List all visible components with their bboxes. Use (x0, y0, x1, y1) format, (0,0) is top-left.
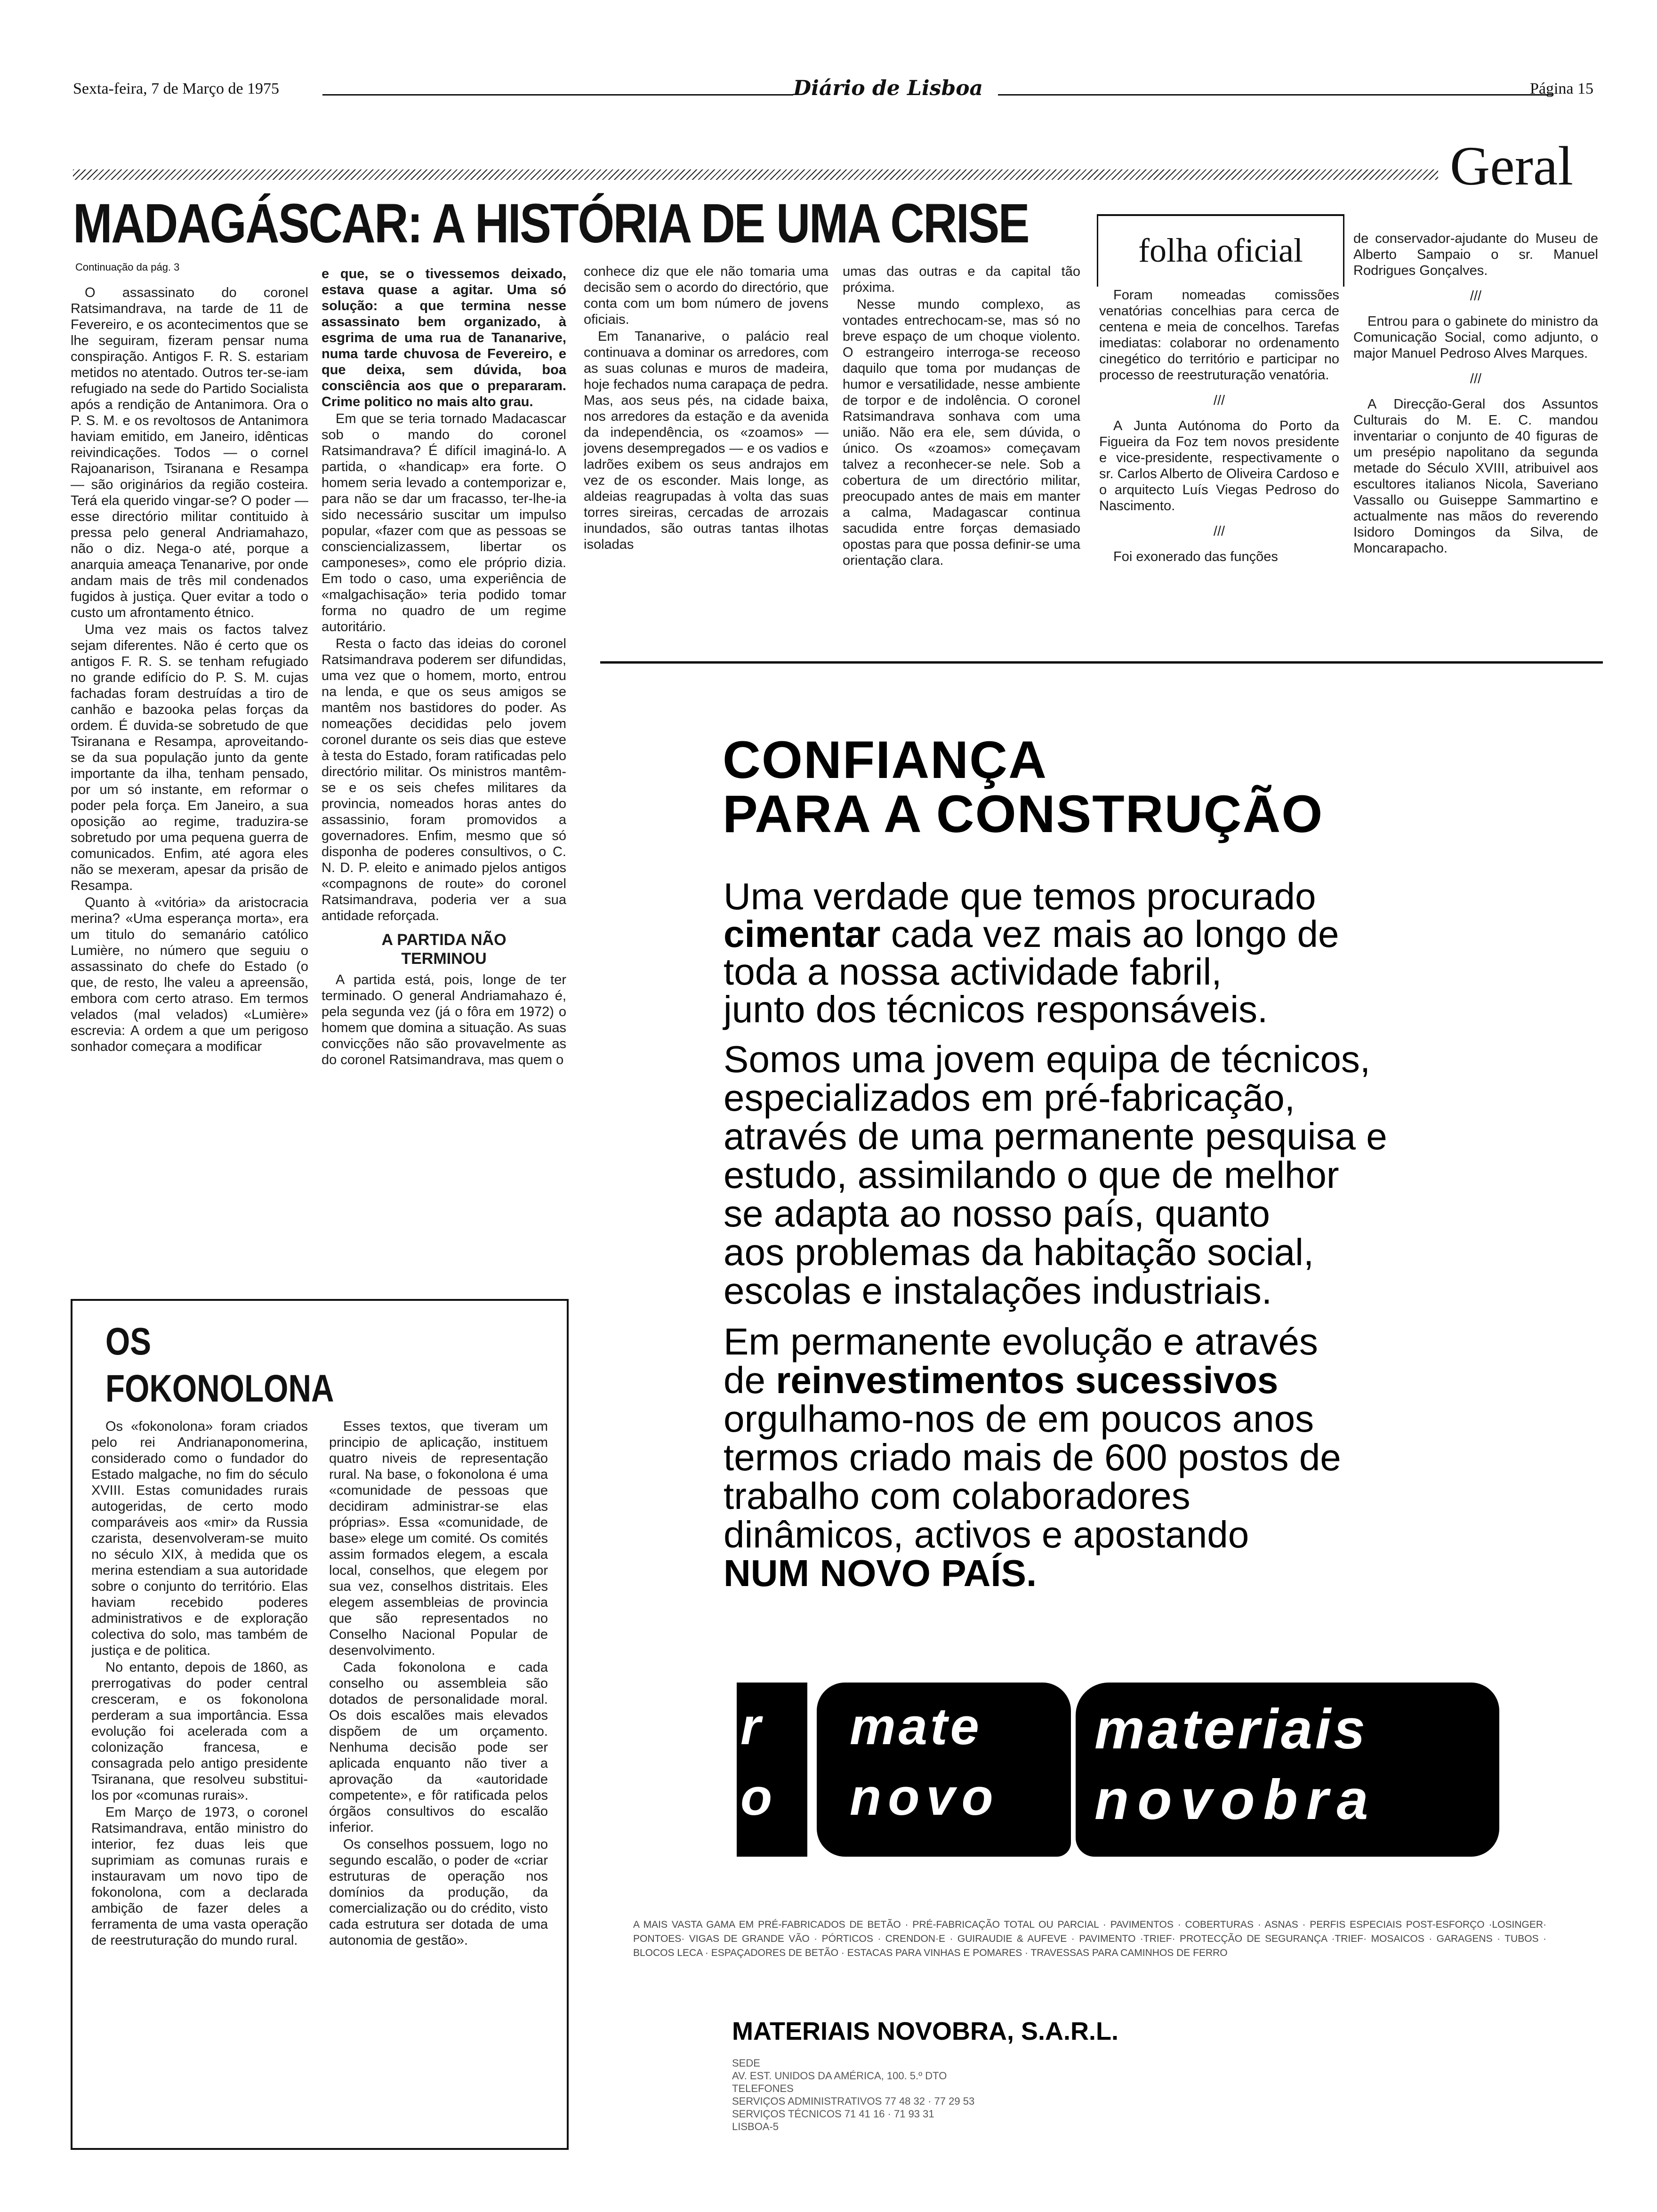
ad-paragraph-2: Somos uma jovem equipa de técnicos, especializados em pré-fabricação, através de uma permanente pesquisa e estudo, assimilando o que de melhor se adapta ao nosso país, quanto aos problemas da habitação social, escolas e instalações industriais. (724, 1038, 1387, 1312)
paragraph: Em que se teria tornado Madacascar sob o mando do coronel Ratsimandrava? É difícil imaginá-lo. A partida, o «handicap» era forte. O homem seria levado a contemporizar e, para não se dar um fracasso, ter-lhe-ia sido necessário suscitar um impulso popular, «fazer com que as pessoas se consciencializassem, libertar os camponeses», como ele próprio dizia. Em todo o caso, uma experiência de «malgachisação» teria podido tomar forma no quadro de um regime autoritário. (322, 411, 566, 634)
paragraph: O assassinato do coronel Ratsimandrava, na tarde de 11 de Fevereiro, e os acontecimentos que se lhe seguiram, fizeram pensar numa conspiração. Antigos F. R. S. estariam metidos no atentado. Outros ter-se-iam refugiado na sede do Partido Socialista após a rendição de Antanimora. Ora o P. S. M. e os revoltosos de Antanimora haviam emitido, em Janeiro, idênticas reivindicações. Todos — o cornel Rajoanarison, Tsiranana e Resampa — são originários da região costeira. Terá ela querido vingar-se? O poder — esse directório militar contituido à pressa pelo general Andriamahazo, não o diz. Nega-o até, porque a anarquia ameaça Tenanarive, por onde andam mais de três mil condenados fugidos à justiça. Quer evitar a todo o custo um afrontamento étnico. (71, 285, 308, 620)
ad-paragraph-3: Em permanente evolução e através de reinvestimentos sucessivos orgulhamo-nos de em poucos anos termos criado mais de 600 postos de trabalho com colaboradores dinâmicos, activos e apostando NUM NOVO PAÍS. (724, 1321, 1341, 1594)
box-column-1 (91, 1419, 308, 2139)
header-date: Sexta-feira, 7 de Março de 1975 (73, 80, 280, 97)
newspaper-name: Diário de Lisboa (793, 76, 983, 100)
paragraph: Em Março de 1973, o coronel Ratsimandrava, então ministro do interior, fez duas leis que suprimiam as comunas rurais e instauravam um novo tipo de fokonolona, com a declarada ambição de fazer deles a ferramenta de uma vasta operação de reestruturação do mundo rural. (91, 1805, 308, 1948)
paragraph: Esses textos, que tiveram um principio de aplicação, instituem quatro niveis de representação rural. Na base, o fokonolona é uma «comunidade de pessoas que decidiram administrar-se elas próprias». Essa «comunidade, de base» elege um comité. Os comités assim formados elegem, a escala local, conselhos, que elegem por sua vez, conselhos distritais. Eles elegem assembleias de provincia que são representados no Conselho Nacional Popular de desenvolvimento. (329, 1419, 548, 1658)
paragraph: e que, se o tivessemos deixado, estava quase a agitar. Uma só solução: a que termina nesse assassinato bem organizado, à esgrima de uma rua de Tananarive, numa tarde chuvosa de Fevereiro, e que deixa, sem dúvida, boa consciência aos que o prepararam. Crime politico no mais alto grau. (322, 266, 566, 409)
paragraph: Cada fokonolona e cada conselho ou assembleia são dotados de personalidade moral. Os dois escalões mais elevados dispõem de um orçamento. Nenhuma decisão pode ser aplicada enquanto não tiver a aprovação da «autoridade competente», e fôr ratificada pelos órgãos consultivos do escalão inferior. (329, 1660, 548, 1835)
ad-headline-1: CONFIANÇA (723, 730, 1047, 789)
paragraph: Uma vez mais os factos talvez sejam diferentes. Não é certo que os antigos F. R. S. se tenham refugiado no grande edifício do P. S. M. cujas fachadas foram destruídas a tiro de canhão e bazooka pelas forças da ordem. É duvida-se sobretudo de que Tsiranana e Resampa, aproveitando-se da sua população junto da gente importante da ilha, tenham pensado, por um só instante, em reformar o poder pela força. Em Janeiro, a sua oposição ao regime, traduzira-se sobretudo por uma pequena guerra de comunicados. Enfim, até agora eles não se mexeram, apesar da prisão de Resampa. (71, 622, 308, 893)
logo-plate-partial: mate novo (817, 1683, 1071, 1857)
product-list: A MAIS VASTA GAMA EM PRÉ-FABRICADOS DE BETÃO · PRÉ-FABRICAÇÃO TOTAL OU PARCIAL · PAVIMENTOS · COBERTURAS · ASNAS · PERFIS ESPECIAIS POST-ESFORÇO ·LOSINGER· PONTOES· VIGAS DE GRANDE VÃO · PÓRTICOS · CRENDON·E · GUIRAUDIE & AUFEVE · PAVIMENTO ·TRIEF· PROTECÇÃO DE SEGURANÇA ·TRIEF· MOSAICOS · GARAGENS · TUBOS · BLOCOS LECA · ESPAÇADORES DE BETÃO · ESTACAS PARA VINHAS E POMARES · TRAVESSAS PARA CAMINHOS DE FERRO (633, 1919, 1546, 1958)
page-header (73, 75, 1598, 104)
paragraph: de conservador-ajudante do Museu de Alberto Sampaio o sr. Manuel Rodrigues Gonçalves. (1353, 231, 1598, 278)
paragraph: umas das outras e da capital tão próxima. (843, 264, 1080, 295)
fokonolona-box (71, 1299, 569, 2150)
box-title-line-2: FOKONOLONA (105, 1367, 334, 1410)
paragraph: No entanto, depois de 1860, as prerrogativas do poder central cresceram, e os fokonolona perderam a sua importância. Essa evolução foi acelerada com a colonização francesa, e consagrada pelo antigo presidente Tsiranana, que resolveu substitui-los por «comunas rurais». (91, 1660, 308, 1803)
article-column-3 (584, 264, 828, 640)
box-title-line-1: OS (105, 1320, 152, 1363)
folha-column-1 (1099, 287, 1339, 635)
page-number: Página 15 (1529, 80, 1593, 97)
paragraph: Quanto à «vitória» da aristocracia merina? «Uma esperança morta», era um titulo do semanário católico Lumière, no número que seguiu o assassinato do chefe do Estado (o que, de resto, lhe valeu a apreensão, embora com certo atraso. Em termos velados (mal velados) «Lumière» escrevia: A ordem a que um perigoso sonhador começara a modificar (71, 895, 308, 1054)
divider: /// (1213, 524, 1225, 539)
logo-plate-edge: r o (737, 1683, 807, 1857)
subheading: A PARTIDA NÃO TERMINOU (381, 931, 507, 968)
folha-oficial-box (1097, 214, 1344, 287)
folha-title: folha oficial (1138, 232, 1303, 269)
paragraph: Em Tananarive, o palácio real continuava a dominar os arredores, com as suas colunas e muros de madeira, hoje fechados numa carapaça de pedra. Mas, aos seus pés, na cidade baixa, nos arredores da estação e da avenida da independência, os «zoamos» — jovens desempregados — e os vadios e ladrões exibem os seus andrajos em vez de os esconder. Mais longe, as aldeias reagrupadas à volta das suas torres sireiras, cercadas de arrozais inundados, são outras tantas ilhotas isoladas (584, 329, 828, 552)
divider: /// (1470, 371, 1482, 386)
article-column-4 (843, 264, 1080, 640)
divider: /// (1470, 289, 1482, 304)
paragraph: conhece diz que ele não tomaria uma decisão sem o acordo do directório, que conta com um bom número de jovens oficiais. (584, 264, 828, 327)
company-address: SEDE AV. EST. UNIDOS DA AMÉRICA, 100. 5.º DTO TELEFONES SERVIÇOS ADMINISTRATIVOS 77 48 32 · 77 29 53 SERVIÇOS TÉCNICOS 71 41 16 · 71 93 31 LISBOA-5 (732, 2057, 975, 2132)
ad-paragraph-1: Uma verdade que temos procurado cimentar cada vez mais ao longo de toda a nossa actividade fabril, junto dos técnicos responsáveis. (724, 875, 1339, 1030)
paragraph: Os «fokonolona» foram criados pelo rei Andrianaponomerina, considerado como o fundador do Estado malgache, no fim do século XVIII. Estas comunidades rurais autogeridas, de certo modo comparáveis aos «mir» da Russia czarista, desenvolveram-se muito no século XIX, à medida que os merina estendiam a sua autoridade sobre o conjunto do território. Elas haviam recebido poderes administrativos e de exploração colectiva do solo, mas também de justiça e de politica. (91, 1419, 308, 1658)
article-headline: MADAGÁSCAR: A HISTÓRIA DE UMA CRISE (73, 192, 1029, 255)
ad-headline-2: PARA A CONSTRUÇÃO (723, 785, 1324, 843)
divider: /// (1213, 393, 1225, 408)
article-column-2 (322, 266, 566, 1278)
paragraph: Foram nomeadas comissões venatórias concelhias para cerca de centena e meia de concelhos. Tarefas imediatas: colaborar no ordenamento cinegético do território e participar no processo de reestruturação venatória. (1099, 288, 1339, 383)
box-column-2 (329, 1419, 548, 2139)
paragraph: A Junta Autónoma do Porto da Figueira da Foz tem novos presidente e vice-presidente, respectivamente o sr. Carlos Alberto de Oliveira Cardoso e o arquitecto Luís Viegas Pedroso do Nascimento. (1099, 418, 1339, 513)
section-rule (73, 169, 1438, 180)
section-title: Geral (1450, 135, 1574, 197)
paragraph: A partida está, pois, longe de ter terminado. O general Andriamahazo é, pela segunda vez (já o fôra em 1972) o homem que domina a situação. As suas convicções não são provavelmente as do coronel Ratsimandrava, mas quem o (322, 972, 566, 1067)
paragraph: Entrou para o gabinete do ministro da Comunicação Social, como adjunto, o major Manuel Pedroso Alves Marques. (1353, 314, 1598, 361)
paragraph: Os conselhos possuem, logo no segundo escalão, o poder de «criar estruturas de operação nos domínios da produção, da comercialização ou do crédito, visto cada estrutura ser dotada de uma autonomia de gestão». (329, 1837, 548, 1948)
paragraph: Foi exonerado das funções (1113, 549, 1278, 564)
folha-column-2 (1353, 231, 1598, 635)
paragraph: A Direcção-Geral dos Assuntos Culturais do M. E. C. mandou inventariar o conjunto de 40 figuras de um presépio napolitano da segunda metade do Século XVIII, atribuivel aos escultores italianos Nicola, Saveriano Vassallo ou Guiseppe Sammartino e actualmente nas mãos do reverendo Isidoro Domingos da Silva, de Moncarapacho. (1353, 397, 1598, 556)
article-column-1 (71, 285, 308, 1278)
company-logo: materiais novobra (1076, 1683, 1499, 1857)
company-name: MATERIAIS NOVOBRA, S.A.R.L. (732, 2017, 1119, 2045)
continuation-note: Continuação da pág. 3 (75, 261, 180, 273)
paragraph: Nesse mundo complexo, as vontades entrechocam-se, mas só no breve espaço de um choque violento. O estrangeiro interroga-se receoso daquilo que toma por mudanças de humor e versatilidade, nesse ambiente de torpor e de indolência. O coronel Ratsimandrava sonhava com uma união. Não era ele, sem dúvida, o único. Os «zoamos» começavam talvez a reconhecer-se nele. Sob a cobertura de um directório militar, preocupado antes de mais em manter a calma, Madagascar continua sacudida entre forças demasiado opostas para que possa definir-se uma orientação clara. (843, 297, 1080, 568)
paragraph: Resta o facto das ideias do coronel Ratsimandrava poderem ser difundidas, uma vez que o homem, morto, entrou na lenda, e que os seus amigos se mantêm nos bastidores do poder. As nomeações decididas pelo jovem coronel durante os seis dias que esteve à testa do Estado, foram ratificadas pelo directório militar. Os ministros mantêm-se e os seis chefes militares da provincia, nomeados horas antes do assassinio, foram promovidos a governadores. Enfim, mesmo que só disponha de poderes consultivos, o C. N. D. P. eleito e animado pjelos antigos «compagnons de route» do coronel Ratsimandrava, poderia ver a sua antidade reforçada. (322, 636, 566, 923)
advertisement (600, 664, 1603, 2193)
